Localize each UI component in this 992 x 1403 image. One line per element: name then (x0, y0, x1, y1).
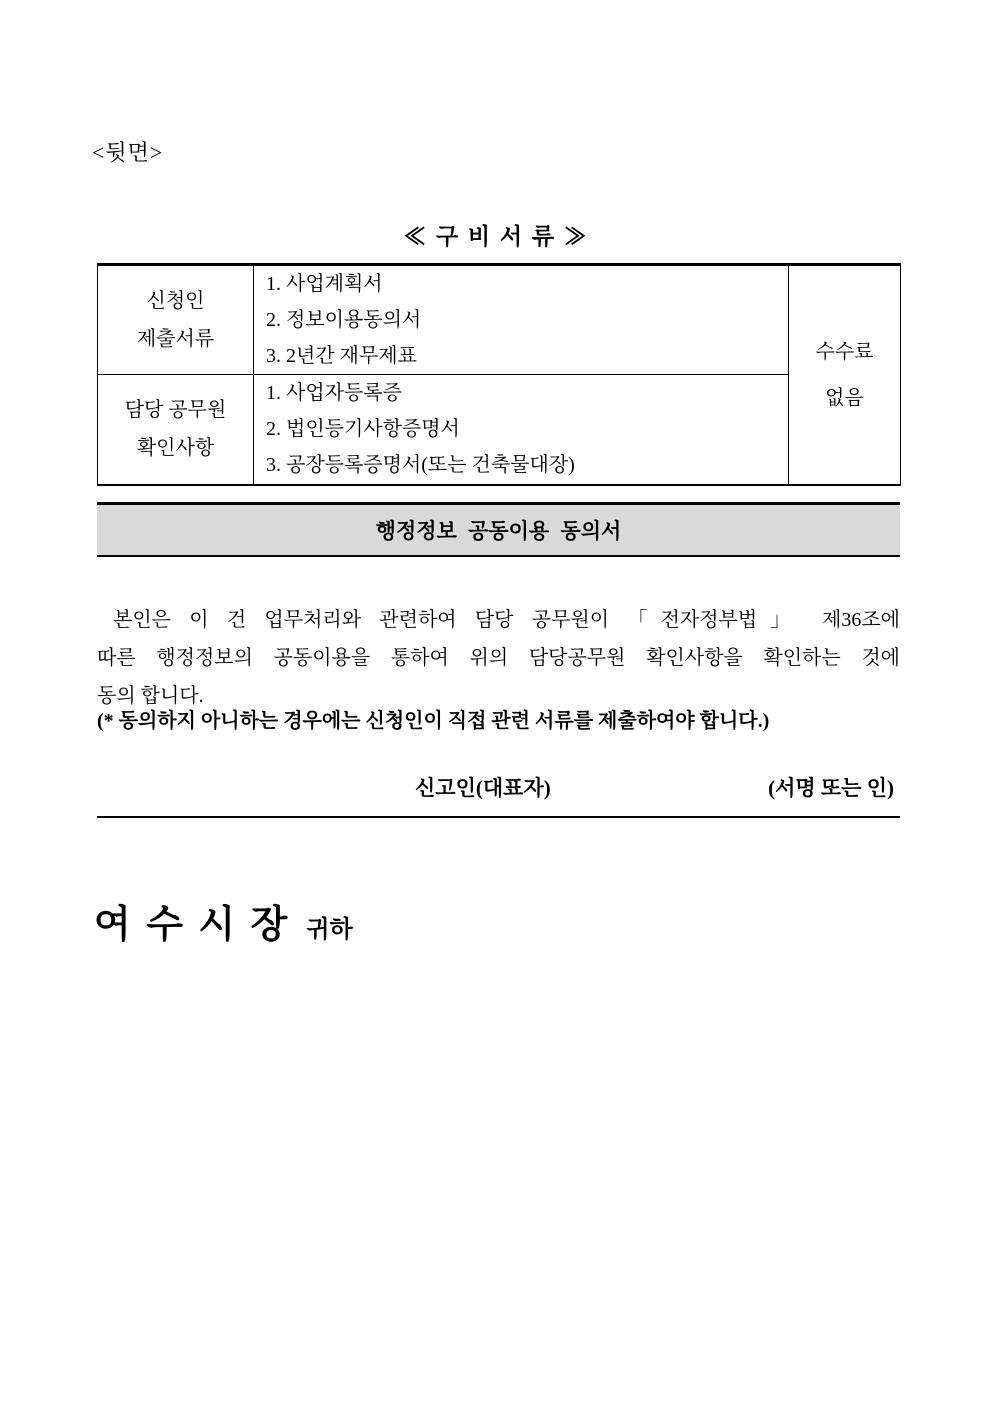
header-line: 신청인 (146, 290, 205, 312)
official-verification-list-cell (254, 375, 789, 485)
required-documents-table (97, 263, 901, 486)
applicant-documents-list-cell (254, 265, 789, 375)
header-line: 확인사항 (136, 437, 215, 460)
required-documents-title: ≪ 구 비 서 류 ≫ (403, 224, 589, 249)
list-item: 3. 2년간 재무제표 (266, 345, 417, 367)
recipient-suffix: 귀하 (306, 917, 353, 943)
section-divider (97, 816, 900, 818)
signature-row (97, 772, 900, 802)
consent-line: 본인은 이 건 업무처리와 관련하여 담당 공무원이 「전자정부법」 제36조에 (113, 609, 900, 631)
table-row-applicant-documents (98, 265, 901, 375)
consent-banner-title: 행정정보 공동이용 동의서 (375, 519, 622, 543)
list-item: 1. 사업계획서 (266, 273, 383, 295)
table-row-official-verification (98, 375, 901, 485)
applicant-documents-header-cell (98, 265, 254, 375)
consent-paragraph (97, 601, 900, 715)
fee-line: 없음 (825, 386, 864, 409)
fee-cell (789, 265, 901, 485)
header-line: 담당 공무원 (124, 399, 227, 422)
recipient-line (94, 893, 353, 948)
declarant-label: 신고인(대표자) (415, 776, 551, 800)
list-item: 2. 법인등기사항증명서 (266, 418, 460, 441)
fee-line: 수수료 (815, 340, 874, 363)
header-line: 제출서류 (136, 328, 215, 350)
list-item: 3. 공장등록증명서(또는 건축물대장) (266, 454, 575, 477)
back-side-label: <뒷면> (92, 140, 164, 165)
recipient-title: 여 수 시 장 (94, 904, 291, 946)
official-verification-header-cell (98, 375, 254, 485)
consent-note: (* 동의하지 아니하는 경우에는 신청인이 직접 관련 서류를 제출하여야 합니다.) (97, 710, 770, 732)
list-item: 2. 정보이용동의서 (266, 309, 422, 331)
consent-line: 따른 행정정보의 공동이용을 통하여 위의 담당공무원 확인사항을 확인하는 것에 (97, 647, 900, 669)
list-item: 1. 사업자등록증 (266, 382, 402, 405)
consent-line: 동의 합니다. (97, 685, 204, 707)
signature-or-seal-label: (서명 또는 인) (768, 776, 894, 800)
consent-banner (97, 502, 900, 557)
